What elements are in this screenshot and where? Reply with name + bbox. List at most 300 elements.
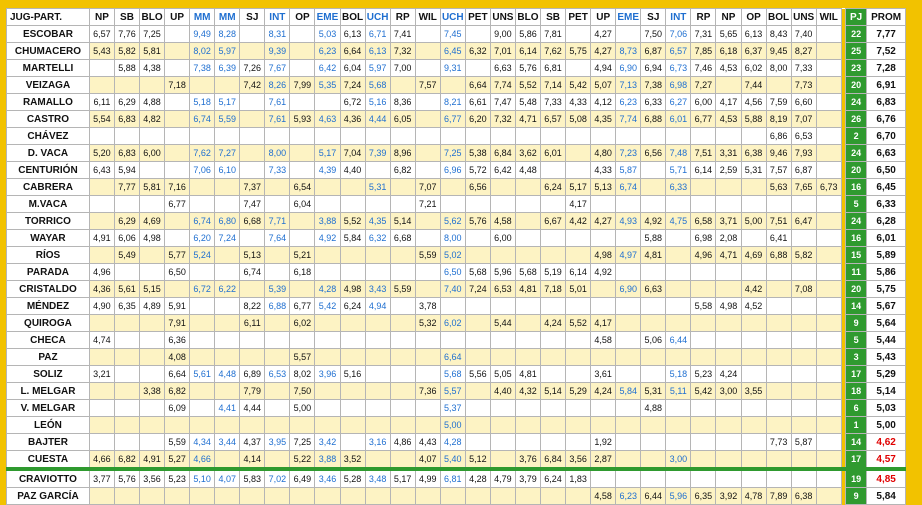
rating-cell	[114, 315, 139, 332]
rating-cell: 4,96	[89, 264, 114, 281]
rating-cell: 5,18	[190, 94, 215, 111]
rating-cell: 3,88	[315, 451, 340, 469]
rating-cell	[190, 128, 215, 145]
rating-cell: 4,07	[215, 470, 240, 488]
rating-cell: 7,81	[541, 26, 566, 43]
rating-cell	[465, 417, 490, 434]
rating-cell: 3,96	[315, 366, 340, 383]
rating-cell	[415, 230, 440, 247]
rating-cell	[691, 470, 716, 488]
rating-cell: 9,00	[490, 26, 515, 43]
rating-cell: 6,94	[641, 60, 666, 77]
rating-cell	[666, 230, 691, 247]
rating-cell	[816, 366, 841, 383]
rating-cell	[89, 77, 114, 94]
rating-cell	[89, 488, 114, 505]
rating-cell	[816, 213, 841, 230]
rating-cell	[290, 145, 315, 162]
rating-cell	[190, 298, 215, 315]
rating-cell	[691, 417, 716, 434]
rating-cell	[140, 247, 165, 264]
rating-cell	[666, 349, 691, 366]
rating-cell: 6,04	[340, 60, 365, 77]
rating-cell: 6,87	[641, 43, 666, 60]
rating-cell: 6,38	[791, 488, 816, 505]
rating-cell	[616, 366, 641, 383]
rating-cell: 3,56	[566, 451, 591, 469]
rating-cell: 6,56	[641, 145, 666, 162]
rating-cell: 6,42	[490, 162, 515, 179]
rating-cell	[114, 400, 139, 417]
rating-cell: 7,39	[365, 145, 390, 162]
rating-cell	[641, 470, 666, 488]
average-rating: 6,70	[867, 128, 906, 145]
average-rating: 4,62	[867, 434, 906, 451]
rating-cell: 6,05	[390, 111, 415, 128]
rating-cell: 5,00	[741, 213, 766, 230]
rating-cell: 2,59	[716, 162, 741, 179]
rating-cell	[741, 451, 766, 469]
player-name: CHECA	[7, 332, 90, 349]
rating-cell	[741, 128, 766, 145]
rating-cell: 8,73	[616, 43, 641, 60]
rating-cell: 5,57	[290, 349, 315, 366]
rating-cell: 4,28	[440, 434, 465, 451]
header-op: OP	[290, 9, 315, 26]
rating-cell	[465, 434, 490, 451]
rating-cell	[265, 128, 290, 145]
rating-cell	[290, 94, 315, 111]
table-row	[7, 488, 906, 505]
header-uns: UNS	[791, 9, 816, 26]
rating-cell: 4,53	[716, 111, 741, 128]
rating-cell: 5,71	[666, 162, 691, 179]
rating-cell: 5,17	[315, 145, 340, 162]
rating-cell: 5,27	[165, 451, 190, 469]
rating-cell	[415, 488, 440, 505]
rating-cell	[591, 400, 616, 417]
rating-cell	[390, 128, 415, 145]
rating-cell: 4,80	[591, 145, 616, 162]
rating-cell: 5,52	[340, 213, 365, 230]
player-name: CENTURIÓN	[7, 162, 90, 179]
rating-cell	[791, 264, 816, 281]
rating-cell	[165, 111, 190, 128]
rating-cell: 5,68	[465, 264, 490, 281]
rating-cell: 6,50	[165, 264, 190, 281]
rating-cell: 4,17	[591, 315, 616, 332]
rating-cell	[716, 77, 741, 94]
rating-cell	[766, 77, 791, 94]
rating-cell: 4,39	[315, 162, 340, 179]
rating-cell	[165, 213, 190, 230]
rating-cell	[566, 145, 591, 162]
player-name: CRISTALDO	[7, 281, 90, 298]
rating-cell: 6,74	[190, 111, 215, 128]
rating-cell	[791, 400, 816, 417]
games-played: 17	[846, 366, 867, 383]
player-name: PARADA	[7, 264, 90, 281]
rating-cell	[390, 196, 415, 213]
header-sb: SB	[114, 9, 139, 26]
rating-cell	[490, 179, 515, 196]
games-played: 11	[846, 264, 867, 281]
rating-cell: 5,11	[666, 383, 691, 400]
rating-cell: 3,48	[365, 470, 390, 488]
rating-cell	[340, 383, 365, 400]
table-header	[7, 9, 906, 26]
rating-cell: 5,59	[215, 111, 240, 128]
rating-cell: 5,17	[566, 179, 591, 196]
rating-cell: 5,23	[165, 470, 190, 488]
rating-cell	[365, 383, 390, 400]
header-pet: PET	[465, 9, 490, 26]
rating-cell: 4,28	[315, 281, 340, 298]
rating-cell: 6,67	[541, 213, 566, 230]
rating-cell	[140, 349, 165, 366]
rating-cell: 7,32	[390, 43, 415, 60]
rating-cell	[315, 400, 340, 417]
rating-cell: 4,78	[741, 488, 766, 505]
rating-cell	[290, 281, 315, 298]
rating-cell: 6,47	[791, 213, 816, 230]
games-played: 18	[846, 383, 867, 400]
rating-cell	[816, 451, 841, 469]
average-rating: 6,83	[867, 94, 906, 111]
rating-cell: 5,38	[465, 145, 490, 162]
player-name: V. MELGAR	[7, 400, 90, 417]
rating-cell	[340, 349, 365, 366]
rating-cell: 3,00	[666, 451, 691, 469]
rating-cell	[89, 196, 114, 213]
rating-cell: 7,76	[114, 26, 139, 43]
rating-cell	[566, 247, 591, 264]
rating-cell	[140, 332, 165, 349]
average-rating: 6,76	[867, 111, 906, 128]
rating-cell: 5,76	[114, 470, 139, 488]
rating-cell	[390, 315, 415, 332]
rating-cell: 6,49	[290, 470, 315, 488]
rating-cell	[566, 26, 591, 43]
rating-cell	[816, 77, 841, 94]
rating-cell: 6,88	[766, 247, 791, 264]
rating-cell: 4,81	[515, 366, 540, 383]
rating-cell: 5,59	[165, 434, 190, 451]
rating-cell	[591, 281, 616, 298]
table-row	[7, 196, 906, 213]
rating-cell: 8,27	[791, 43, 816, 60]
header-blo: BLO	[515, 9, 540, 26]
rating-cell: 5,88	[741, 111, 766, 128]
rating-cell	[390, 366, 415, 383]
table-row	[7, 43, 906, 60]
rating-cell: 7,74	[490, 77, 515, 94]
rating-cell: 7,89	[766, 488, 791, 505]
rating-cell	[766, 298, 791, 315]
rating-cell	[515, 434, 540, 451]
rating-cell: 5,07	[591, 77, 616, 94]
rating-cell	[140, 264, 165, 281]
rating-cell: 5,35	[315, 77, 340, 94]
rating-cell: 3,76	[515, 451, 540, 469]
rating-cell	[215, 77, 240, 94]
rating-cell: 6,01	[541, 145, 566, 162]
rating-cell	[816, 26, 841, 43]
rating-cell	[515, 400, 540, 417]
rating-cell	[541, 247, 566, 264]
rating-cell	[641, 349, 666, 366]
rating-cell: 5,05	[490, 366, 515, 383]
rating-cell	[691, 264, 716, 281]
rating-cell: 9,31	[440, 60, 465, 77]
table-row	[7, 315, 906, 332]
average-rating: 5,64	[867, 315, 906, 332]
rating-cell: 7,26	[240, 60, 265, 77]
header-prom: PROM	[867, 9, 906, 26]
rating-cell	[616, 298, 641, 315]
rating-cell	[140, 162, 165, 179]
rating-cell: 3,55	[741, 383, 766, 400]
rating-cell: 3,44	[215, 434, 240, 451]
rating-cell	[240, 145, 265, 162]
rating-cell: 5,84	[340, 230, 365, 247]
player-name: QUIROGA	[7, 315, 90, 332]
rating-cell: 7,27	[215, 145, 240, 162]
rating-cell: 8,02	[190, 43, 215, 60]
rating-cell	[591, 298, 616, 315]
rating-cell	[315, 383, 340, 400]
table-row	[7, 264, 906, 281]
rating-cell: 4,12	[591, 94, 616, 111]
rating-cell	[265, 349, 290, 366]
rating-cell: 5,52	[566, 315, 591, 332]
rating-cell	[440, 128, 465, 145]
rating-cell	[741, 349, 766, 366]
rating-cell: 6,35	[691, 488, 716, 505]
rating-cell: 7,85	[691, 43, 716, 60]
rating-cell	[816, 196, 841, 213]
rating-cell: 5,82	[114, 43, 139, 60]
rating-cell	[114, 366, 139, 383]
rating-cell: 7,36	[415, 383, 440, 400]
games-played: 25	[846, 43, 867, 60]
rating-cell: 5,42	[691, 383, 716, 400]
header-wil: WIL	[415, 9, 440, 26]
rating-cell: 3,21	[89, 366, 114, 383]
games-played: 3	[846, 349, 867, 366]
rating-cell	[816, 43, 841, 60]
rating-cell	[816, 230, 841, 247]
rating-cell	[365, 332, 390, 349]
rating-cell	[415, 213, 440, 230]
rating-cell	[290, 417, 315, 434]
rating-cell: 6,11	[89, 94, 114, 111]
rating-cell: 5,77	[165, 247, 190, 264]
rating-cell	[816, 264, 841, 281]
rating-cell	[791, 470, 816, 488]
rating-cell: 7,74	[616, 111, 641, 128]
rating-cell: 6,72	[190, 281, 215, 298]
rating-cell: 6,96	[440, 162, 465, 179]
average-rating: 5,67	[867, 298, 906, 315]
rating-cell: 6,32	[365, 230, 390, 247]
rating-cell	[490, 417, 515, 434]
rating-cell: 7,07	[791, 111, 816, 128]
rating-cell: 5,96	[666, 488, 691, 505]
rating-cell: 5,31	[641, 383, 666, 400]
header-mm: MM	[215, 9, 240, 26]
rating-cell	[215, 298, 240, 315]
rating-cell	[766, 366, 791, 383]
header-up: UP	[165, 9, 190, 26]
rating-cell	[240, 111, 265, 128]
rating-cell: 5,28	[340, 470, 365, 488]
rating-cell	[591, 196, 616, 213]
rating-cell: 5,17	[215, 94, 240, 111]
rating-cell: 4,53	[716, 60, 741, 77]
rating-cell: 6,33	[641, 94, 666, 111]
average-rating: 5,84	[867, 488, 906, 505]
rating-cell	[415, 43, 440, 60]
rating-cell: 5,81	[140, 179, 165, 196]
rating-cell	[515, 488, 540, 505]
rating-cell	[190, 77, 215, 94]
rating-cell	[215, 128, 240, 145]
rating-cell: 5,03	[315, 26, 340, 43]
rating-cell: 3,31	[716, 145, 741, 162]
rating-cell	[240, 488, 265, 505]
rating-cell: 5,08	[566, 111, 591, 128]
rating-cell: 4,91	[140, 451, 165, 469]
header-mm: MM	[190, 9, 215, 26]
rating-cell	[566, 298, 591, 315]
rating-cell	[716, 470, 741, 488]
rating-cell: 4,17	[566, 196, 591, 213]
rating-cell	[816, 247, 841, 264]
rating-cell: 4,58	[591, 332, 616, 349]
rating-cell: 5,68	[515, 264, 540, 281]
rating-cell: 6,64	[465, 77, 490, 94]
stats-table-wrapper	[6, 8, 906, 505]
rating-cell: 5,21	[290, 247, 315, 264]
rating-cell	[490, 298, 515, 315]
average-rating: 5,43	[867, 349, 906, 366]
rating-cell	[415, 264, 440, 281]
rating-cell	[440, 196, 465, 213]
rating-cell: 8,21	[440, 94, 465, 111]
rating-cell	[415, 417, 440, 434]
rating-cell: 5,48	[515, 94, 540, 111]
header-uns: UNS	[490, 9, 515, 26]
rating-cell: 4,44	[365, 111, 390, 128]
rating-cell	[465, 247, 490, 264]
rating-cell	[791, 298, 816, 315]
rating-cell: 6,68	[240, 213, 265, 230]
rating-cell	[215, 349, 240, 366]
player-name: BAJTER	[7, 434, 90, 451]
table-row	[7, 77, 906, 94]
average-rating: 5,14	[867, 383, 906, 400]
rating-cell: 7,33	[541, 94, 566, 111]
games-played: 17	[846, 451, 867, 469]
rating-cell	[566, 60, 591, 77]
player-name: PAZ GARCÍA	[7, 488, 90, 505]
rating-cell	[566, 162, 591, 179]
rating-cell	[666, 315, 691, 332]
rating-cell: 4,75	[666, 213, 691, 230]
rating-cell	[315, 264, 340, 281]
rating-cell	[816, 145, 841, 162]
rating-cell	[716, 332, 741, 349]
rating-cell	[591, 470, 616, 488]
rating-cell: 4,92	[591, 264, 616, 281]
rating-cell: 6,87	[791, 162, 816, 179]
rating-cell	[716, 400, 741, 417]
player-name: CHUMACERO	[7, 43, 90, 60]
rating-cell	[265, 417, 290, 434]
rating-cell: 6,20	[190, 230, 215, 247]
rating-cell	[716, 349, 741, 366]
rating-cell	[89, 417, 114, 434]
rating-cell: 3,42	[315, 434, 340, 451]
rating-cell	[390, 77, 415, 94]
rating-cell	[465, 332, 490, 349]
rating-cell: 5,76	[465, 213, 490, 230]
rating-cell	[616, 400, 641, 417]
rating-cell	[816, 400, 841, 417]
rating-cell	[766, 349, 791, 366]
rating-cell: 6,09	[165, 400, 190, 417]
rating-cell: 4,69	[140, 213, 165, 230]
rating-cell	[666, 281, 691, 298]
rating-cell: 7,33	[791, 60, 816, 77]
rating-cell: 5,58	[691, 298, 716, 315]
games-played: 9	[846, 488, 867, 505]
rating-cell	[766, 383, 791, 400]
rating-cell	[165, 145, 190, 162]
rating-cell	[515, 298, 540, 315]
rating-cell: 4,90	[89, 298, 114, 315]
rating-cell	[541, 349, 566, 366]
rating-cell	[390, 298, 415, 315]
rating-cell	[440, 488, 465, 505]
rating-cell	[390, 332, 415, 349]
rating-cell	[190, 315, 215, 332]
rating-cell: 7,24	[215, 230, 240, 247]
rating-cell: 4,88	[140, 94, 165, 111]
rating-cell	[390, 383, 415, 400]
player-name: RAMALLO	[7, 94, 90, 111]
rating-cell: 7,27	[691, 77, 716, 94]
rating-cell: 4,48	[515, 162, 540, 179]
rating-cell: 6,64	[165, 366, 190, 383]
rating-cell	[666, 196, 691, 213]
rating-cell	[190, 383, 215, 400]
rating-cell: 4,63	[315, 111, 340, 128]
rating-cell	[741, 332, 766, 349]
table-row	[7, 162, 906, 179]
header-row	[7, 9, 906, 26]
table-row	[7, 383, 906, 400]
rating-cell	[240, 332, 265, 349]
rating-cell	[290, 26, 315, 43]
rating-cell: 5,14	[541, 383, 566, 400]
rating-cell: 6,74	[616, 179, 641, 196]
rating-cell: 3,79	[515, 470, 540, 488]
rating-cell: 6,77	[440, 111, 465, 128]
rating-cell: 7,25	[440, 145, 465, 162]
rating-cell: 6,74	[240, 264, 265, 281]
